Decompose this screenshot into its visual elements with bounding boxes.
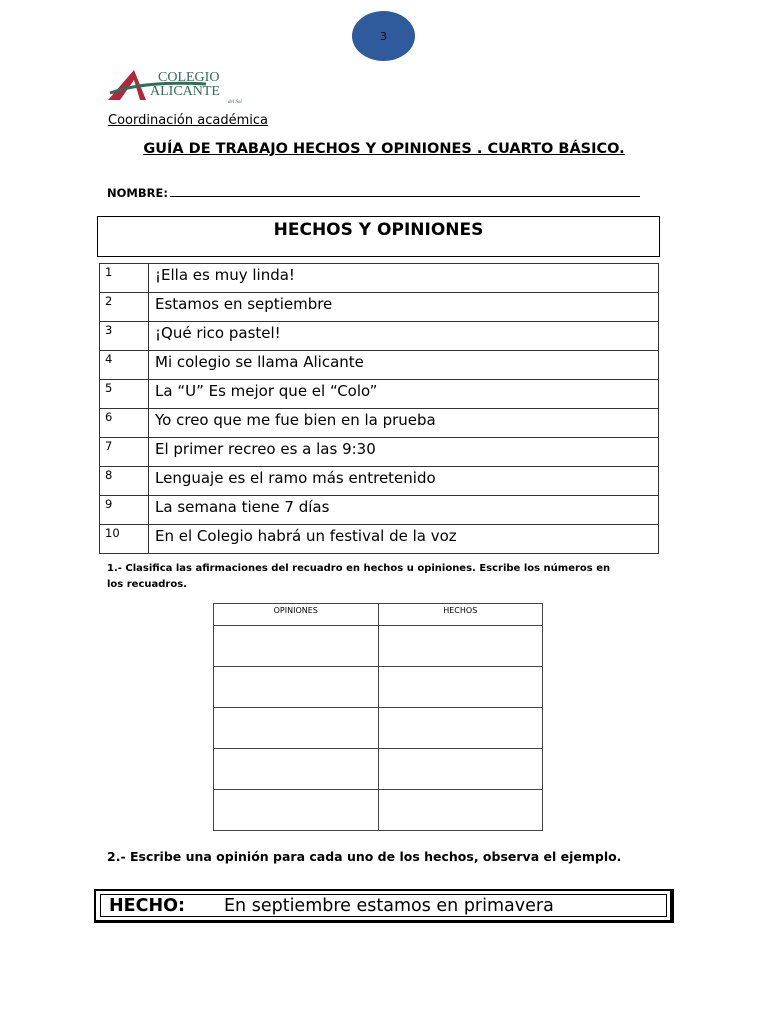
statement-number: 9 — [100, 496, 149, 525]
page-number-badge — [352, 11, 415, 61]
example-text: En septiembre estamos en primavera — [224, 895, 554, 916]
statement-row — [100, 467, 659, 496]
statement-row — [100, 264, 659, 293]
statement-row — [100, 380, 659, 409]
statement-number: 8 — [100, 467, 149, 496]
statement-row — [100, 438, 659, 467]
fact-cell[interactable] — [378, 790, 543, 831]
page-number: 3 — [380, 29, 387, 43]
statement-row — [100, 351, 659, 380]
statement-text: Lenguaje es el ramo más entretenido — [149, 467, 659, 496]
column-header-facts: HECHOS — [378, 604, 543, 626]
statement-number: 7 — [100, 438, 149, 467]
statement-text: En el Colegio habrá un festival de la voz — [149, 525, 659, 554]
example-label: HECHO: — [109, 895, 185, 916]
statement-number: 6 — [100, 409, 149, 438]
example-inner — [100, 894, 667, 917]
statement-row — [100, 496, 659, 525]
statement-number: 3 — [100, 322, 149, 351]
fact-cell[interactable] — [378, 708, 543, 749]
section-title: HECHOS Y OPINIONES — [97, 216, 660, 257]
fact-cell[interactable] — [378, 749, 543, 790]
classification-table — [213, 603, 543, 831]
statement-text: El primer recreo es a las 9:30 — [149, 438, 659, 467]
school-logo — [106, 66, 266, 104]
statement-number: 4 — [100, 351, 149, 380]
statement-row — [100, 409, 659, 438]
instruction-1: 1.- Clasifica las afirmaciones del recuadro en hechos u opiniones. Escribe los números en los recuadros. — [107, 563, 611, 590]
opinion-cell[interactable] — [214, 790, 379, 831]
statement-number: 1 — [100, 264, 149, 293]
logo-line1: COLEGIO — [158, 70, 220, 85]
statement-row — [100, 293, 659, 322]
statement-row — [100, 322, 659, 351]
statement-number: 5 — [100, 380, 149, 409]
statement-number: 10 — [100, 525, 149, 554]
opinion-cell[interactable] — [214, 749, 379, 790]
name-underline — [170, 196, 640, 197]
name-field[interactable] — [107, 186, 640, 200]
statement-text: Yo creo que me fue bien en la prueba — [149, 409, 659, 438]
name-label: NOMBRE: — [107, 186, 168, 200]
opinion-cell[interactable] — [214, 667, 379, 708]
statements-table — [99, 263, 659, 554]
opinion-cell[interactable] — [214, 626, 379, 667]
statement-row — [100, 525, 659, 554]
statement-text: ¡Ella es muy linda! — [149, 264, 659, 293]
worksheet-title: GUÍA DE TRABAJO HECHOS Y OPINIONES . CUARTO BÁSICO. — [143, 141, 625, 157]
statement-text: Estamos en septiembre — [149, 293, 659, 322]
example-box — [94, 889, 674, 923]
column-header-opinions: OPINIONES — [214, 604, 379, 626]
logo-tagline: del Sol — [228, 100, 242, 104]
fact-cell[interactable] — [378, 667, 543, 708]
statement-text: Mi colegio se llama Alicante — [149, 351, 659, 380]
statement-number: 2 — [100, 293, 149, 322]
statement-text: ¡Qué rico pastel! — [149, 322, 659, 351]
statement-text: La “U” Es mejor que el “Colo” — [149, 380, 659, 409]
instruction-2: 2.- Escribe una opinión para cada uno de los hechos, observa el ejemplo. — [107, 849, 622, 864]
opinion-cell[interactable] — [214, 708, 379, 749]
logo-line2: ALICANTE — [150, 84, 220, 99]
coordination-label: Coordinación académica — [108, 113, 268, 128]
statement-text: La semana tiene 7 días — [149, 496, 659, 525]
fact-cell[interactable] — [378, 626, 543, 667]
